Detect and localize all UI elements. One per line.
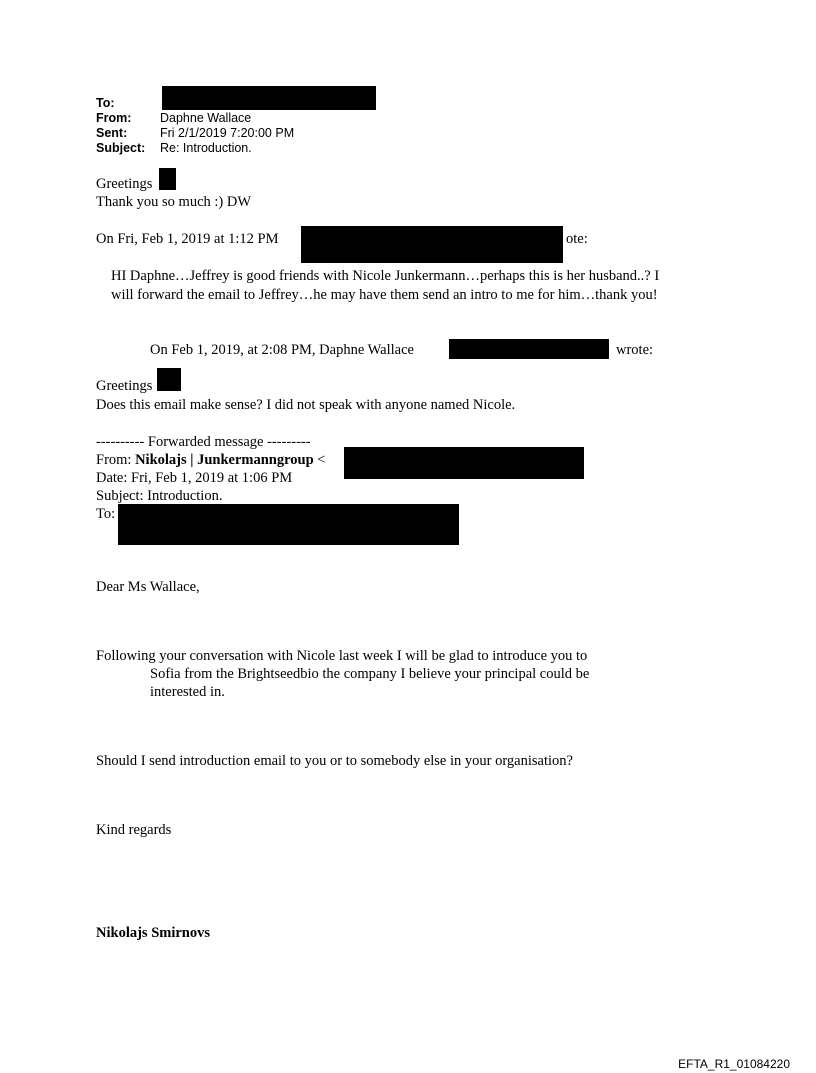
signature-name: Nikolajs Smirnovs: [96, 925, 211, 941]
forwarded-from-label: From:: [96, 452, 136, 468]
reply-greeting: Greetings: [96, 176, 153, 192]
forwarded-from-line: [96, 451, 325, 469]
redaction-forwarded-to: [118, 504, 459, 545]
quote2-body: Does this email make sense? I did not speak with anyone named Nicole.: [96, 397, 516, 413]
redaction-quote2-greeting-name: [157, 368, 181, 391]
message-para1-line1: Following your conversation with Nicole last week I will be glad to introduce you to: [96, 648, 588, 664]
sent-value: Fri 2/1/2019 7:20:00 PM: [160, 126, 295, 140]
message-salutation: Dear Ms Wallace,: [96, 579, 200, 595]
message-closing: Kind regards: [96, 822, 172, 838]
forwarded-separator: ---------- Forwarded message ---------: [96, 434, 311, 450]
forwarded-to-label: To:: [96, 506, 116, 522]
from-label: From:: [96, 111, 132, 125]
forwarded-subject: Subject: Introduction.: [96, 488, 223, 504]
reply-thanks: Thank you so much :) DW: [96, 194, 252, 210]
subject-label: Subject:: [96, 141, 146, 155]
message-signature: [96, 924, 210, 942]
message-para2: Should I send introduction email to you or to somebody else in your organisation?: [96, 753, 573, 769]
document-id: EFTA_R1_01084220: [678, 1057, 790, 1071]
quote2-on-line: On Feb 1, 2019, at 2:08 PM, Daphne Wallace: [150, 342, 414, 358]
quote2-on-line-end: wrote:: [616, 342, 654, 358]
redaction-quote1-sender: [301, 226, 563, 263]
redaction-quote2-email: [449, 339, 609, 359]
to-label: To:: [96, 96, 115, 110]
quote2-greeting: Greetings: [96, 378, 153, 394]
quote1-body-line2: will forward the email to Jeffrey…he may have them send an intro to me for him…thank you!: [111, 287, 658, 303]
from-value: Daphne Wallace: [160, 111, 252, 125]
redaction-forwarded-from-email: [344, 447, 584, 479]
message-para1-line3: interested in.: [150, 684, 225, 700]
quote1-body-line1: HI Daphne…Jeffrey is good friends with Nicole Junkermann…perhaps this is her husband..? I: [111, 268, 660, 284]
subject-value: Re: Introduction.: [160, 141, 252, 155]
forwarded-date: Date: Fri, Feb 1, 2019 at 1:06 PM: [96, 470, 293, 486]
redaction-to-recipient: [162, 86, 376, 110]
sent-label: Sent:: [96, 126, 128, 140]
quote1-on-line: On Fri, Feb 1, 2019 at 1:12 PM: [96, 231, 279, 247]
quote1-on-line-end: ote:: [566, 231, 588, 247]
forwarded-from-name: Nikolajs | Junkermanngroup: [135, 452, 314, 468]
message-para1-line2: Sofia from the Brightseedbio the company I believe your principal could be: [150, 666, 590, 682]
redaction-greeting-name: [159, 168, 176, 190]
forwarded-from-lt: <: [317, 452, 326, 468]
